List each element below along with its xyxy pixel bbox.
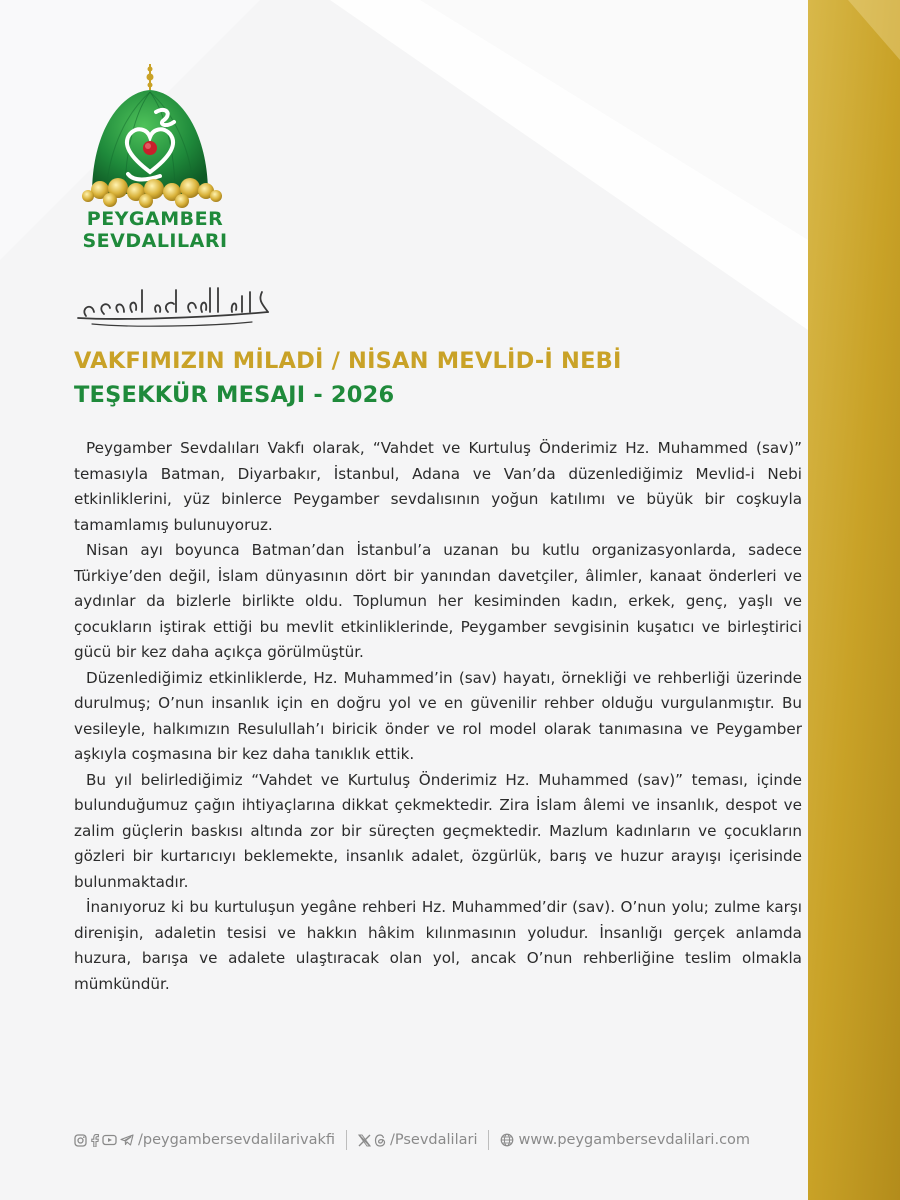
paragraph: İnanıyoruz ki bu kurtuluşun yegâne rehberi Hz. Muhammed’dir (sav). O’nun yolu; zulme karşı direnişin, adaletin tesisi ve hakkın hâkim kılınmasının yoludur. İnsanlığı gerçek anlamda huzura, barışa ve adalete ulaştıracak olan yol, ancak O’nun rehberliğine teslim olmakla mümkündür. [74, 898, 802, 993]
logo-line-2: SEVDALILARI [82, 230, 228, 252]
page-title [74, 344, 622, 412]
paragraph: Bu yıl belirlediğimiz “Vahdet ve Kurtuluş Önderimiz Hz. Muhammed (sav)” teması, içinde bulunduğumuz çağın ihtiyaçlarına dikkat çekmektedir. Zira İslam âlemi ve insanlık, despot ve zalim güçlerin baskısı altında zor bir süreçten geçmektedir. Mazlum kadınların ve çocukların gözleri bir kurtarıcıyı beklemekte, insanlık adalet, özgürlük, barış ve huzur arayışı içerisinde bulunmaktadır. [74, 770, 802, 891]
social-handle[interactable]: /peygambersevdalilarivakfi [138, 1132, 335, 1148]
divider [346, 1130, 347, 1150]
title-line-2: TEŞEKKÜR MESAJI - 2026 [74, 382, 395, 408]
facebook-icon[interactable] [90, 1134, 99, 1147]
website-link[interactable]: www.peygambersevdalilari.com [518, 1132, 751, 1148]
x-handle[interactable]: /Psevdalilari [390, 1132, 478, 1148]
x-threads-icons [358, 1134, 386, 1147]
telegram-icon[interactable] [120, 1134, 134, 1146]
divider [488, 1130, 489, 1150]
paragraph: Nisan ayı boyunca Batman’dan İstanbul’a uzanan bu kutlu organizasyonlarda, sadece Türkiye’den değil, İslam dünyasının dört bir yanından davetçiler, âlimler, kanaat önderleri ve aydınlar da bizlerle birlikte oldu. Toplumun her kesiminden kadın, erkek, genç, yaşlı ve çocukların iştirak ettiği bu mevlit etkinliklerinde, Peygamber sevgisinin kuşatıcı ve birleştirici gücü bir kez daha açıkça görülmüştür. [74, 541, 802, 661]
logo-wordmark [60, 208, 250, 252]
paragraph: Peygamber Sevdalıları Vakfı olarak, “Vahdet ve Kurtuluş Önderimiz Hz. Muhammed (sav)” temasıyla Batman, Diyarbakır, İstanbul, Adana ve Van’da düzenlediğimiz Mevlid-i Nebi etkinliklerini, yüz binlerce Peygamber sevdalısının yoğun katılımı ve büyük bir coşkuyla tamamlamış bulunuyoruz. [74, 439, 802, 534]
logo-line-1: PEYGAMBER [86, 208, 224, 230]
title-line-1: VAKFIMIZIN MİLADİ / NİSAN MEVLİD-İ NEBİ [74, 348, 622, 374]
basmala-calligraphy [72, 282, 272, 330]
threads-icon[interactable] [374, 1134, 386, 1147]
web-icon-wrap [500, 1133, 514, 1147]
youtube-icon[interactable] [102, 1134, 117, 1146]
gold-side-bar [808, 0, 900, 1200]
message-body [74, 436, 802, 997]
x-icon[interactable] [358, 1134, 371, 1147]
social-icons [74, 1134, 134, 1147]
footer [74, 1128, 750, 1152]
globe-icon [500, 1133, 514, 1147]
instagram-icon[interactable] [74, 1134, 87, 1147]
paragraph: Düzenlediğimiz etkinliklerde, Hz. Muhammed’in (sav) hayatı, örnekliği ve rehberliği üzerinde durulmuş; O’nun insanlık için en doğru yol ve en güvenilir rehber olduğu vurgulanmıştır. Bu vesileyle, halkımızın Resulullah’ı biricik önder ve rol model olarak tanımasına ve Peygamber aşkıyla coşmasına bir kez daha tanıklık ettik. [74, 668, 802, 763]
